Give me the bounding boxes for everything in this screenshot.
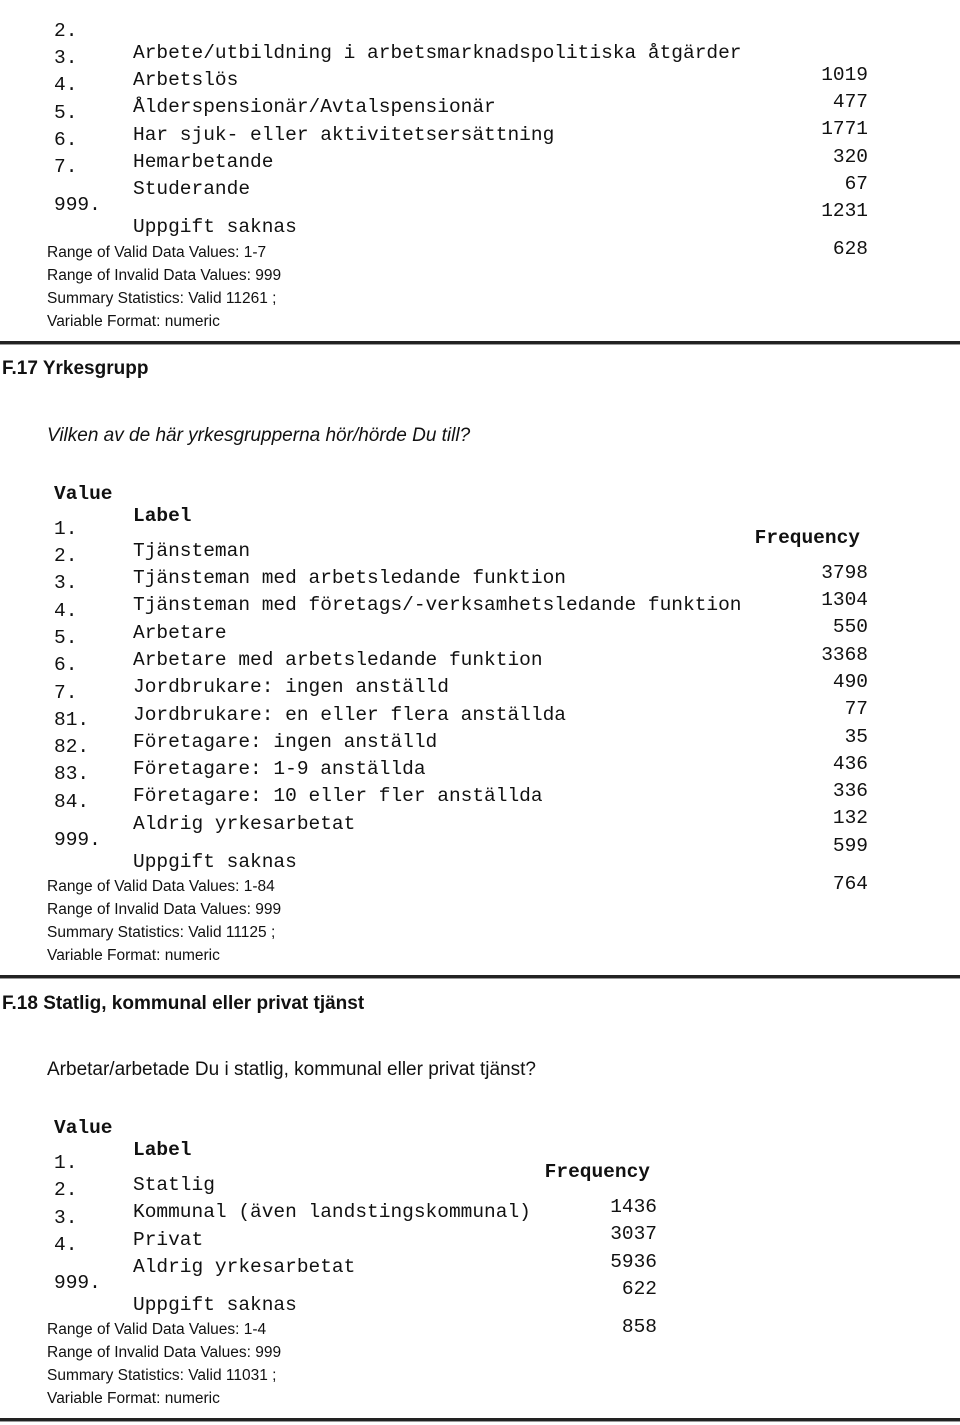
- row-frequency: 3368: [821, 644, 868, 666]
- row-frequency: 490: [832, 671, 868, 693]
- invalid-range: Range of Invalid Data Values: 999: [47, 267, 282, 284]
- row-frequency: 1019: [821, 64, 868, 86]
- header-frequency: Frequency: [544, 1161, 650, 1183]
- row-label: Jordbrukare: en eller flera anställda: [133, 704, 566, 726]
- row-label: Uppgift saknas: [133, 851, 297, 873]
- row-frequency: 1231: [821, 200, 868, 222]
- row-frequency: 35: [844, 726, 868, 748]
- row-label: Arbetare med arbetsledande funktion: [133, 649, 543, 671]
- row-label: Statlig: [133, 1174, 215, 1196]
- row-frequency: 320: [832, 146, 868, 168]
- row-label: Tjänsteman: [133, 540, 251, 562]
- row-frequency: 628: [832, 238, 868, 260]
- summary-statistics: Summary Statistics: Valid 11125 ;: [47, 924, 276, 941]
- row-label: Hemarbetande: [133, 151, 274, 173]
- row-value: 6.: [54, 654, 78, 676]
- variable-format: Variable Format: numeric: [47, 947, 220, 964]
- valid-range: Range of Valid Data Values: 1-84: [47, 878, 275, 895]
- header-value: Value: [54, 483, 113, 505]
- section-divider: [0, 341, 960, 345]
- row-label: Tjänsteman med arbetsledande funktion: [133, 567, 566, 589]
- row-frequency: 764: [832, 873, 868, 895]
- section-divider: [0, 1418, 960, 1422]
- row-value: 4.: [54, 74, 78, 96]
- row-label: Aldrig yrkesarbetat: [133, 813, 356, 835]
- row-frequency: 3037: [610, 1223, 657, 1245]
- row-frequency: 132: [832, 807, 868, 829]
- section-divider: [0, 975, 960, 979]
- row-value: 81.: [54, 709, 90, 731]
- row-value: 4.: [54, 1234, 78, 1256]
- row-value: 4.: [54, 600, 78, 622]
- row-frequency: 1436: [610, 1196, 657, 1218]
- row-frequency: 436: [832, 753, 868, 775]
- row-frequency: 599: [832, 835, 868, 857]
- summary-statistics: Summary Statistics: Valid 11261 ;: [47, 290, 277, 307]
- row-label: Kommunal (även landstingskommunal): [133, 1201, 531, 1223]
- row-frequency: 5936: [610, 1251, 657, 1273]
- header-label: Label: [133, 1139, 192, 1161]
- table-header: [0, 461, 860, 549]
- row-value: 2.: [54, 545, 78, 567]
- row-value: 7.: [54, 156, 78, 178]
- row-label: Tjänsteman med företags/-verksamhetsledande funktion: [133, 594, 742, 616]
- row-frequency: 622: [621, 1278, 657, 1300]
- row-label: Arbete/utbildning i arbetsmarknadspolitiska åtgärder: [133, 42, 742, 64]
- row-label: Företagare: ingen anställd: [133, 731, 438, 753]
- row-value: 82.: [54, 736, 90, 758]
- variable-format: Variable Format: numeric: [47, 313, 220, 330]
- header-frequency: Frequency: [754, 527, 860, 549]
- table-header: [0, 1095, 650, 1183]
- header-label: Label: [133, 505, 192, 527]
- row-value: 1.: [54, 518, 78, 540]
- row-value: 3.: [54, 1207, 78, 1229]
- row-value: 999.: [54, 829, 101, 851]
- valid-range: Range of Valid Data Values: 1-7: [47, 244, 267, 261]
- invalid-range: Range of Invalid Data Values: 999: [47, 901, 282, 918]
- row-label: Privat: [133, 1229, 204, 1251]
- invalid-range: Range of Invalid Data Values: 999: [47, 1344, 282, 1361]
- row-label: Uppgift saknas: [133, 1294, 297, 1316]
- row-value: 3.: [54, 47, 78, 69]
- row-value: 2.: [54, 20, 78, 42]
- row-frequency: 67: [844, 173, 868, 195]
- row-frequency: 550: [832, 616, 868, 638]
- row-value: 999.: [54, 194, 101, 216]
- section-title: F.18 Statlig, kommunal eller privat tjänst: [2, 993, 365, 1014]
- row-frequency: 3798: [821, 562, 868, 584]
- header-value: Value: [54, 1117, 113, 1139]
- row-label: Arbetare: [133, 622, 227, 644]
- row-value: 3.: [54, 572, 78, 594]
- row-value: 1.: [54, 1152, 78, 1174]
- section3-meta: [47, 1318, 281, 1410]
- row-value: 5.: [54, 102, 78, 124]
- row-label: Studerande: [133, 178, 251, 200]
- section2-meta: [47, 875, 281, 967]
- row-value: 84.: [54, 791, 90, 813]
- section1-meta: [47, 241, 281, 333]
- row-value: 2.: [54, 1179, 78, 1201]
- row-label: Har sjuk- eller aktivitetsersättning: [133, 124, 555, 146]
- row-label: Arbetslös: [133, 69, 239, 91]
- row-value: 6.: [54, 129, 78, 151]
- row-label: Företagare: 10 eller fler anställda: [133, 785, 543, 807]
- section-title: F.17 Yrkesgrupp: [2, 358, 149, 379]
- variable-format: Variable Format: numeric: [47, 1390, 220, 1407]
- row-label: Företagare: 1-9 anställda: [133, 758, 426, 780]
- row-frequency: 477: [832, 91, 868, 113]
- question-text: Arbetar/arbetade Du i statlig, kommunal eller privat tjänst?: [47, 1059, 536, 1080]
- row-label: Uppgift saknas: [133, 216, 297, 238]
- row-frequency: 858: [621, 1316, 657, 1338]
- row-frequency: 1771: [821, 118, 868, 140]
- row-label: Jordbrukare: ingen anställd: [133, 676, 449, 698]
- row-value: 999.: [54, 1272, 101, 1294]
- row-value: 7.: [54, 682, 78, 704]
- row-frequency: 336: [832, 780, 868, 802]
- row-value: 83.: [54, 763, 90, 785]
- summary-statistics: Summary Statistics: Valid 11031 ;: [47, 1367, 277, 1384]
- row-label: Aldrig yrkesarbetat: [133, 1256, 356, 1278]
- question-text: Vilken av de här yrkesgrupperna hör/hörde Du till?: [47, 425, 471, 446]
- valid-range: Range of Valid Data Values: 1-4: [47, 1321, 267, 1338]
- row-frequency: 77: [844, 698, 868, 720]
- row-label: Ålderspensionär/Avtalspensionär: [133, 96, 496, 118]
- row-value: 5.: [54, 627, 78, 649]
- row-frequency: 1304: [821, 589, 868, 611]
